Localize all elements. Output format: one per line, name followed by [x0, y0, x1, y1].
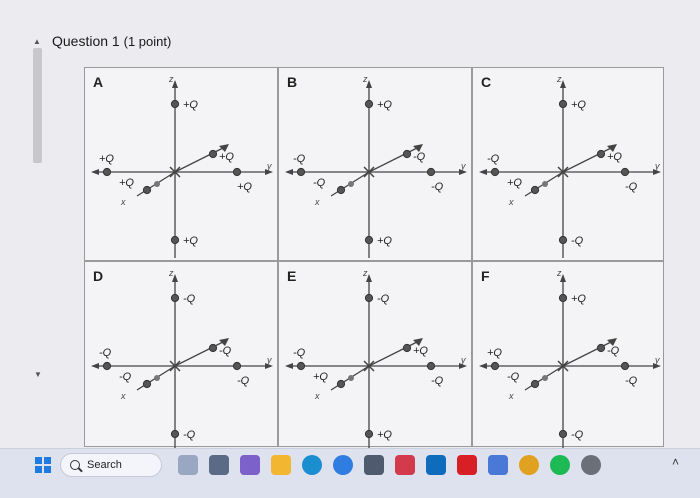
taskbar-search[interactable]	[60, 453, 162, 477]
charge-xpos	[531, 380, 538, 387]
charge-label-xpos: -Q	[507, 371, 520, 383]
option-d[interactable]	[84, 261, 278, 447]
charge-right	[233, 168, 240, 175]
x-axis-label: x	[121, 391, 126, 401]
y-neg-arrow-icon	[91, 363, 99, 369]
charge-bottom	[171, 236, 178, 243]
z-axis-label: z	[169, 268, 174, 278]
charge-marker	[348, 181, 354, 187]
charge-bottom	[559, 236, 566, 243]
outlook-icon[interactable]	[426, 455, 446, 475]
option-a[interactable]	[84, 67, 278, 261]
option-label: D	[93, 268, 104, 284]
charge-diagram	[85, 262, 277, 454]
file-explorer-icon[interactable]	[271, 455, 291, 475]
charge-right	[621, 168, 628, 175]
charge-label-xpos: +Q	[313, 371, 328, 383]
z-axis-label: z	[363, 74, 368, 84]
y-axis-label: y	[267, 355, 272, 365]
x-axis-label: x	[509, 197, 514, 207]
charge-bottom	[365, 236, 372, 243]
charge-label-bottom: -Q	[183, 429, 196, 441]
charge-label-xpos: -Q	[119, 371, 132, 383]
charge-label-right: +Q	[237, 181, 252, 193]
search-icon	[70, 460, 80, 470]
charge-label-bottom: +Q	[183, 235, 198, 247]
charge-label-left: +Q	[99, 153, 114, 165]
widgets-icon[interactable]	[178, 455, 198, 475]
charge-ypos	[597, 344, 604, 351]
chevron-up-icon[interactable]: ˄	[672, 455, 680, 469]
charge-top	[559, 294, 566, 301]
charge-top	[365, 100, 372, 107]
charge-label-left: +Q	[487, 347, 502, 359]
settings-icon[interactable]	[581, 455, 601, 475]
option-f[interactable]	[472, 261, 664, 447]
charge-label-ypos: -Q	[607, 345, 620, 357]
charge-top	[171, 294, 178, 301]
charge-xpos	[143, 380, 150, 387]
windows-start-icon[interactable]	[35, 457, 51, 473]
y-neg-arrow-icon	[479, 363, 487, 369]
charge-right	[621, 362, 628, 369]
charge-label-ypos: -Q	[413, 151, 426, 163]
charge-label-ypos: -Q	[219, 345, 232, 357]
charge-xpos	[337, 186, 344, 193]
charge-diagram	[279, 68, 471, 260]
charge-ypos	[403, 344, 410, 351]
calculator-icon[interactable]	[364, 455, 384, 475]
charge-label-ypos: +Q	[219, 151, 234, 163]
charge-label-ypos: +Q	[413, 345, 428, 357]
option-c[interactable]	[472, 67, 664, 261]
x-axis-label: x	[315, 391, 320, 401]
charge-diagram	[279, 262, 471, 454]
chrome-like-icon[interactable]	[333, 455, 353, 475]
x-axis-label: x	[315, 197, 320, 207]
edge-icon[interactable]	[302, 455, 322, 475]
charge-bottom	[171, 430, 178, 437]
charge-bottom	[559, 430, 566, 437]
y-axis-label: y	[461, 161, 466, 171]
charge-top	[559, 100, 566, 107]
taskbar-search-label: Search	[87, 459, 122, 471]
charge-left	[103, 168, 110, 175]
chrome-icon[interactable]	[519, 455, 539, 475]
charge-marker	[348, 375, 354, 381]
charge-left	[491, 362, 498, 369]
y-axis-label: y	[655, 161, 660, 171]
scroll-up-arrow[interactable]: ▲	[33, 37, 41, 46]
z-axis-label: z	[363, 268, 368, 278]
charge-label-right: -Q	[625, 181, 638, 193]
charge-label-right: -Q	[237, 375, 250, 387]
charge-right	[233, 362, 240, 369]
charge-label-left: -Q	[99, 347, 112, 359]
task-view-icon[interactable]	[209, 455, 229, 475]
charge-label-ypos: +Q	[607, 151, 622, 163]
charge-left	[297, 168, 304, 175]
charge-diagram	[473, 68, 665, 260]
charge-right	[427, 362, 434, 369]
charge-label-xpos: +Q	[507, 177, 522, 189]
option-label: B	[287, 74, 298, 90]
charge-label-bottom: +Q	[377, 429, 392, 441]
charge-top	[365, 294, 372, 301]
y-neg-arrow-icon	[479, 169, 487, 175]
charge-xpos	[531, 186, 538, 193]
charge-label-left: -Q	[293, 347, 306, 359]
charge-label-right: -Q	[431, 181, 444, 193]
charge-label-top: -Q	[183, 293, 196, 305]
charge-label-xpos: -Q	[313, 177, 326, 189]
y-neg-arrow-icon	[285, 363, 293, 369]
charge-label-right: -Q	[625, 375, 638, 387]
charge-diagram	[473, 262, 665, 454]
option-label: A	[93, 74, 104, 90]
vpn-icon[interactable]	[395, 455, 415, 475]
option-b[interactable]	[278, 67, 472, 261]
charge-ypos	[403, 150, 410, 157]
charge-ypos	[209, 344, 216, 351]
y-neg-arrow-icon	[91, 169, 99, 175]
charge-marker	[542, 375, 548, 381]
charge-marker	[154, 375, 160, 381]
charge-label-top: +Q	[571, 99, 586, 111]
options-grid	[84, 67, 664, 447]
charge-left	[103, 362, 110, 369]
charge-xpos	[143, 186, 150, 193]
charge-ypos	[209, 150, 216, 157]
z-axis-label: z	[169, 74, 174, 84]
netflix-icon[interactable]	[457, 455, 477, 475]
charge-marker	[154, 181, 160, 187]
y-axis-label: y	[461, 355, 466, 365]
charge-label-xpos: +Q	[119, 177, 134, 189]
y-neg-arrow-icon	[285, 169, 293, 175]
option-label: C	[481, 74, 492, 90]
charge-label-top: +Q	[183, 99, 198, 111]
chat-icon[interactable]	[240, 455, 260, 475]
spotify-icon[interactable]	[550, 455, 570, 475]
charge-label-bottom: -Q	[571, 235, 584, 247]
charge-diagram	[85, 68, 277, 260]
question-title	[52, 33, 171, 49]
x-axis-label: x	[121, 197, 126, 207]
charge-ypos	[597, 150, 604, 157]
charge-top	[171, 100, 178, 107]
question-title-text: Question 1	[52, 33, 120, 49]
charge-label-top: +Q	[377, 99, 392, 111]
scrollbar-thumb[interactable]	[33, 48, 42, 163]
activity-icon[interactable]	[488, 455, 508, 475]
y-axis-label: y	[655, 355, 660, 365]
charge-label-top: +Q	[571, 293, 586, 305]
charge-left	[297, 362, 304, 369]
option-label: E	[287, 268, 297, 284]
charge-label-left: -Q	[487, 153, 500, 165]
charge-label-right: -Q	[431, 375, 444, 387]
x-axis-label: x	[509, 391, 514, 401]
charge-marker	[542, 181, 548, 187]
z-axis-label: z	[557, 268, 562, 278]
charge-left	[491, 168, 498, 175]
question-points: (1 point)	[123, 34, 172, 49]
charge-label-left: -Q	[293, 153, 306, 165]
charge-label-bottom: -Q	[571, 429, 584, 441]
option-label: F	[481, 268, 490, 284]
charge-xpos	[337, 380, 344, 387]
scroll-down-arrow[interactable]: ▼	[34, 370, 42, 379]
charge-label-bottom: +Q	[377, 235, 392, 247]
charge-label-top: -Q	[377, 293, 390, 305]
z-axis-label: z	[557, 74, 562, 84]
y-axis-label: y	[267, 161, 272, 171]
charge-bottom	[365, 430, 372, 437]
option-e[interactable]	[278, 261, 472, 447]
charge-right	[427, 168, 434, 175]
taskbar	[0, 448, 700, 498]
